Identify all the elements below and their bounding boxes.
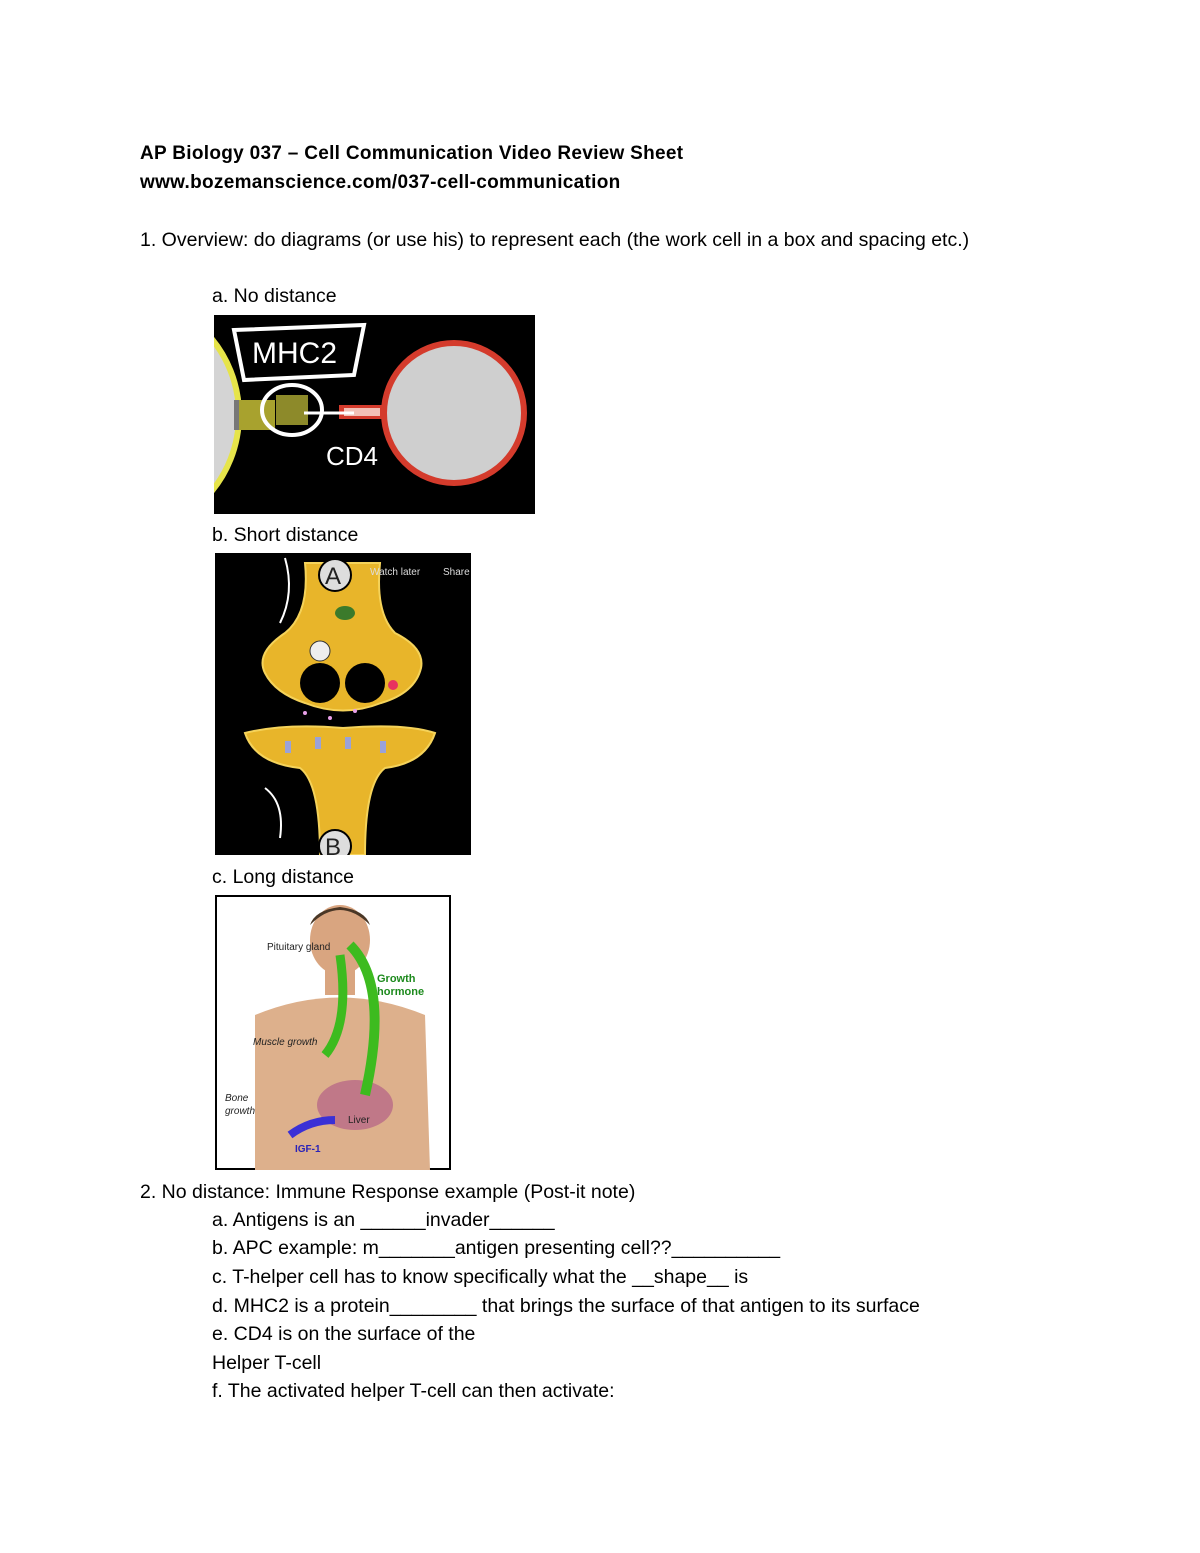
question-1: 1. Overview: do diagrams (or use his) to represent each (the work cell in a box and spacing etc.)	[140, 229, 970, 251]
source-url: www.bozemanscience.com/037-cell-communication	[140, 172, 621, 193]
growth-label: Growth	[377, 973, 416, 985]
figure-no-distance	[214, 315, 535, 514]
cd4-label: CD4	[326, 441, 379, 471]
q2-c: c. T-helper cell has to know specifically what the __shape__ is	[212, 1266, 749, 1288]
q1-c-label: c. Long distance	[212, 866, 355, 888]
q1-b-label: b. Short distance	[212, 524, 359, 546]
igf-label: IGF-1	[295, 1144, 321, 1155]
pituitary-label: Pituitary gland	[267, 942, 331, 953]
cell-b-label: B	[325, 834, 342, 855]
q2-e: e. CD4 is on the surface of the	[212, 1323, 476, 1345]
liver-label: Liver	[348, 1115, 370, 1126]
share-label: Share	[443, 567, 470, 578]
hormone-label: hormone	[377, 986, 425, 998]
q2-d: d. MHC2 is a protein________ that brings the surface of that antigen to its surface	[212, 1295, 920, 1317]
q2-a: a. Antigens is an ______invader______	[212, 1209, 555, 1231]
mhc2-label: MHC2	[252, 337, 338, 370]
bone-label: Bone	[225, 1093, 249, 1104]
q2-b: b. APC example: m_______antigen presenting cell??__________	[212, 1237, 781, 1259]
watch-later-label: Watch later	[370, 567, 421, 578]
page-title: AP Biology 037 – Cell Communication Video Review Sheet	[140, 143, 684, 164]
q2-f: f. The activated helper T-cell can then activate:	[212, 1380, 615, 1402]
q2-e-answer: Helper T-cell	[212, 1352, 322, 1374]
muscle-growth-label: Muscle growth	[253, 1037, 318, 1048]
figure-long-distance	[215, 895, 451, 1170]
figure-short-distance	[215, 553, 471, 855]
cell-a-label: A	[325, 563, 342, 590]
question-2: 2. No distance: Immune Response example (Post-it note)	[140, 1181, 636, 1203]
bone-growth-label: growth	[225, 1106, 256, 1117]
q1-a-label: a. No distance	[212, 285, 337, 307]
